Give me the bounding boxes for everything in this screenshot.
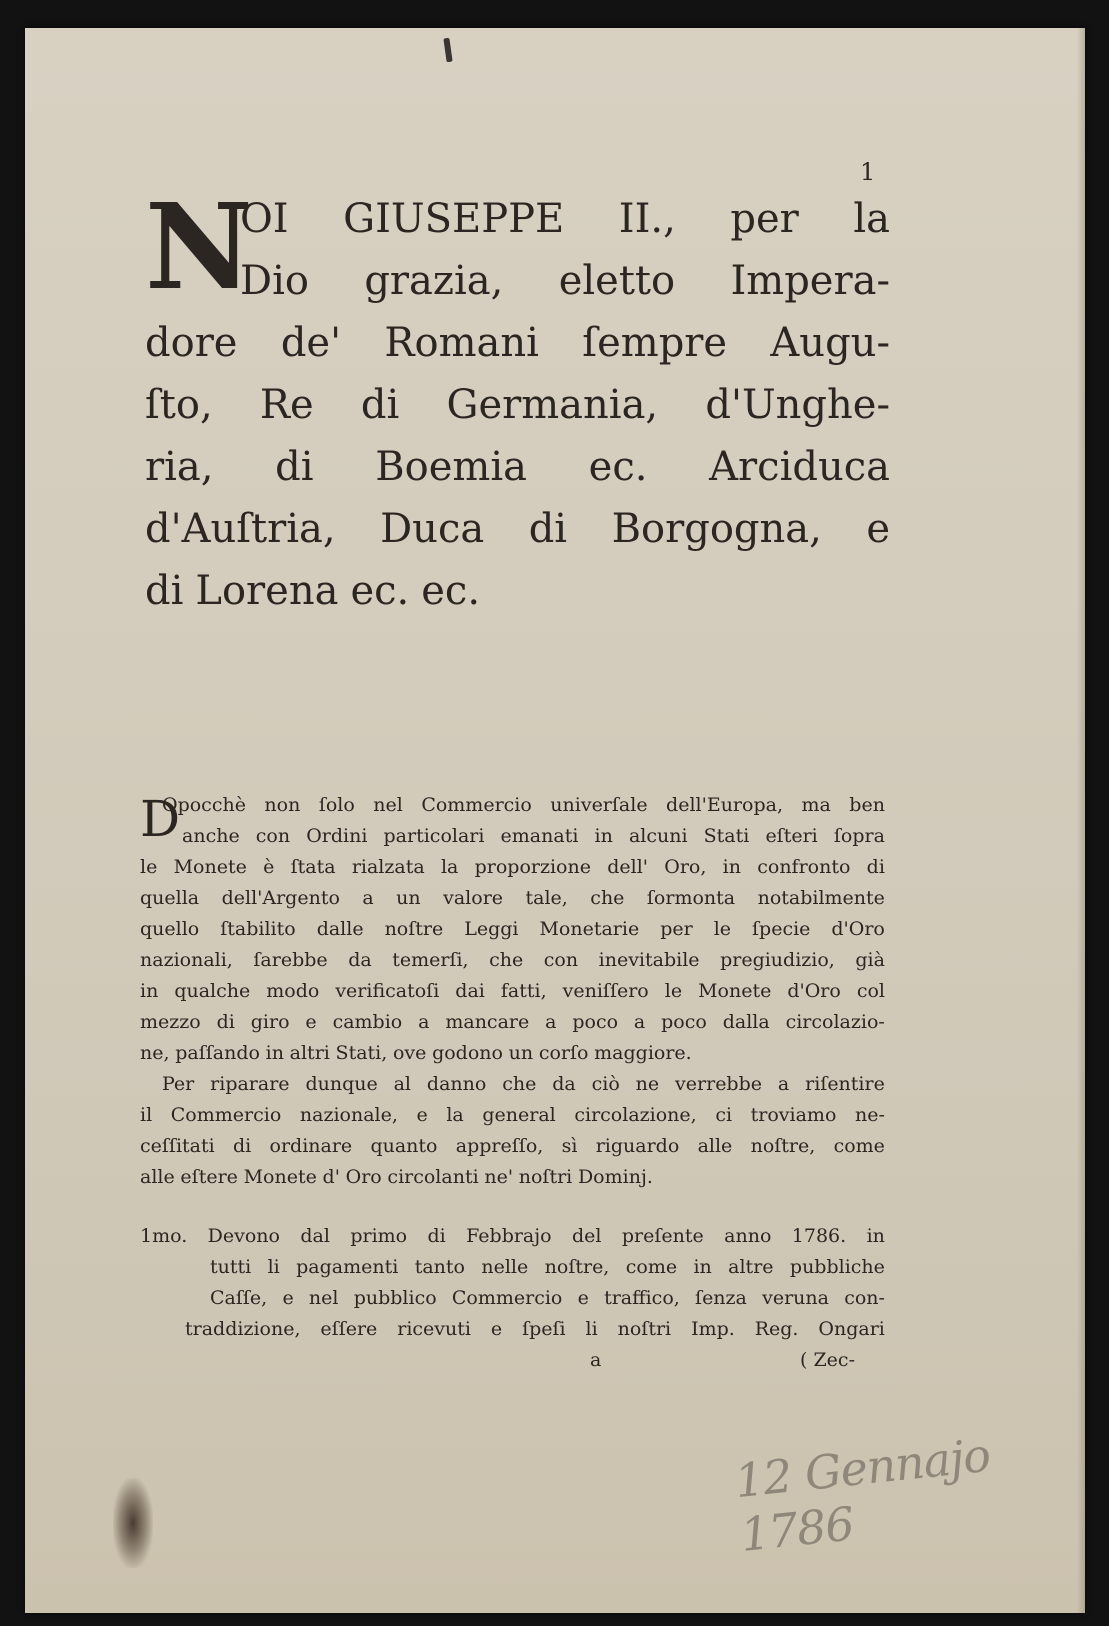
- word: la: [440, 856, 459, 878]
- heading-line: [145, 188, 890, 250]
- word: giro: [250, 1011, 290, 1033]
- word: proporzione: [474, 856, 591, 878]
- word: notabilmente: [757, 887, 885, 909]
- word: paſſando: [175, 1042, 260, 1064]
- word: Germania,: [446, 382, 659, 428]
- word: sì: [561, 1135, 578, 1157]
- word: Commercio: [170, 1104, 282, 1126]
- word: de': [280, 320, 342, 366]
- word: ſpeſi: [522, 1318, 566, 1340]
- word: GIUSEPPE: [343, 196, 565, 242]
- word: Oro: [345, 1166, 382, 1188]
- word: eletto: [558, 258, 676, 304]
- page-edge-shadow: [1077, 28, 1085, 1613]
- word: a: [362, 887, 374, 909]
- word: troviamo: [750, 1104, 837, 1126]
- word: Monete: [173, 856, 247, 878]
- word: primo: [350, 1225, 408, 1247]
- word: ria,: [145, 444, 214, 490]
- word: Romani: [384, 320, 539, 366]
- word: Boemia: [375, 444, 527, 490]
- word: mancare: [445, 1011, 530, 1033]
- word: Arciduca: [709, 444, 890, 490]
- word: quanto: [370, 1135, 438, 1157]
- word: emanati: [500, 825, 579, 847]
- word: con: [255, 825, 291, 847]
- word: con-: [844, 1287, 885, 1309]
- word: Borgogna,: [611, 506, 822, 552]
- word: tale,: [525, 887, 568, 909]
- word: Caſſe,: [210, 1287, 268, 1309]
- word: in: [722, 856, 741, 878]
- word: la: [446, 1104, 464, 1126]
- word: con: [543, 949, 579, 971]
- word: in: [693, 1256, 712, 1278]
- word: veruna: [762, 1287, 829, 1309]
- word: in: [140, 980, 159, 1002]
- word: Dominj.: [577, 1166, 653, 1188]
- word: valore: [443, 887, 504, 909]
- word: dalla: [722, 1011, 770, 1033]
- word: e: [577, 1287, 589, 1309]
- word: a: [777, 1073, 790, 1095]
- word: riſentire: [805, 1073, 885, 1095]
- word: ſtabilito: [220, 918, 296, 940]
- word: del: [572, 1225, 602, 1247]
- word: ſormonta: [646, 887, 736, 909]
- page-number: 1: [860, 158, 876, 186]
- word: noſtre,: [750, 1135, 816, 1157]
- word: dell': [607, 856, 649, 878]
- word: e: [866, 506, 890, 552]
- word: Stati: [703, 825, 750, 847]
- word: ſolo: [318, 794, 355, 816]
- word: Commercio: [451, 1287, 563, 1309]
- word: OI: [240, 196, 289, 242]
- word: alle: [140, 1166, 175, 1188]
- signature-mark: a: [590, 1349, 602, 1371]
- word: nelle: [481, 1256, 529, 1278]
- word: Ongari: [818, 1318, 885, 1340]
- body-drop-cap: D: [140, 790, 181, 848]
- word: ordinare: [269, 1135, 353, 1157]
- word: ne: [635, 1073, 660, 1095]
- word: al: [393, 1073, 412, 1095]
- word: 1786.: [791, 1225, 847, 1247]
- word: ſempre: [582, 320, 728, 366]
- word: li: [585, 1318, 598, 1340]
- word: grazia,: [364, 258, 504, 304]
- word: è: [263, 856, 275, 878]
- word: tanto: [414, 1256, 465, 1278]
- word: verificatoſi: [335, 980, 440, 1002]
- document-page: [25, 28, 1085, 1613]
- word: ove: [392, 1042, 427, 1064]
- heading-drop-cap: N: [145, 177, 253, 316]
- word: Reg.: [754, 1318, 799, 1340]
- word: ciò: [591, 1073, 620, 1095]
- word: ec.: [588, 444, 648, 490]
- word: qualche: [174, 980, 251, 1002]
- word: riguardo: [595, 1135, 680, 1157]
- word: tutti: [210, 1256, 252, 1278]
- word: a: [545, 1011, 557, 1033]
- word: di: [275, 444, 314, 490]
- word: nazionale,: [299, 1104, 398, 1126]
- body-line: [140, 1100, 885, 1131]
- word: ſarebbe: [253, 949, 328, 971]
- word: nel: [308, 1287, 339, 1309]
- heading-line: [145, 374, 890, 436]
- body-line: [140, 976, 885, 1007]
- word: quello: [140, 918, 200, 940]
- word: verrebbe: [675, 1073, 763, 1095]
- heading-line: [145, 250, 890, 312]
- word: a: [418, 1011, 430, 1033]
- word: eſſere: [320, 1318, 378, 1340]
- word: nazionali,: [140, 949, 233, 971]
- handwritten-date: 12 Gennajo 1786: [732, 1427, 993, 1562]
- word: le: [140, 856, 158, 878]
- word: dal: [300, 1225, 330, 1247]
- word: d'Oro: [787, 980, 841, 1002]
- heading-block: [145, 177, 890, 622]
- body-line: [140, 945, 885, 976]
- body-line: [140, 1131, 885, 1162]
- word: Monete: [698, 980, 772, 1002]
- word: alle: [697, 1135, 733, 1157]
- word: ec.: [421, 568, 481, 614]
- word: ne-: [855, 1104, 885, 1126]
- word: circolazione,: [574, 1104, 697, 1126]
- body-line: [140, 1069, 885, 1100]
- word: Monetarie: [539, 918, 640, 940]
- article-line: [140, 1314, 885, 1345]
- word: anche: [182, 825, 240, 847]
- word: veniſſero: [562, 980, 649, 1002]
- word: nel: [373, 794, 403, 816]
- word: Stati,: [335, 1042, 388, 1064]
- word: Febbrajo: [466, 1225, 552, 1247]
- word: appreſſo,: [455, 1135, 544, 1157]
- word: in: [594, 825, 613, 847]
- heading-line: [145, 312, 890, 374]
- footer-line: [140, 1345, 885, 1376]
- body-line: [140, 914, 885, 945]
- word: II.,: [618, 196, 676, 242]
- word: Duca: [380, 506, 485, 552]
- word: Opocchè: [162, 794, 246, 816]
- word: preſente: [621, 1225, 704, 1247]
- word: anno: [724, 1225, 772, 1247]
- heading-line: [145, 498, 890, 560]
- word: Per: [162, 1073, 195, 1095]
- word: ben: [849, 794, 885, 816]
- word: dai: [455, 980, 485, 1002]
- body-line: [140, 821, 885, 852]
- word: altre: [728, 1256, 774, 1278]
- word: di: [528, 506, 568, 552]
- word: univerſale: [550, 794, 648, 816]
- word: godono: [432, 1042, 503, 1064]
- body-line: [140, 790, 885, 821]
- word: Imp.: [691, 1318, 735, 1340]
- word: altri: [289, 1042, 330, 1064]
- word: il: [140, 1104, 153, 1126]
- word: dore: [145, 320, 238, 366]
- body-line: [140, 883, 885, 914]
- word: ſtata: [290, 856, 336, 878]
- word: corſo: [538, 1042, 589, 1064]
- word: col: [856, 980, 885, 1002]
- word: Dio: [240, 258, 309, 304]
- word: cambio: [332, 1011, 403, 1033]
- word: ma: [801, 794, 831, 816]
- word: confronto: [757, 856, 851, 878]
- word: non: [264, 794, 301, 816]
- word: ne,: [140, 1042, 170, 1064]
- word: riparare: [210, 1073, 290, 1095]
- word: particolari: [383, 825, 485, 847]
- word: un: [396, 887, 421, 909]
- ink-blot: [443, 38, 452, 63]
- word: da: [552, 1073, 576, 1095]
- word: dell'Argento: [221, 887, 340, 909]
- word: pagamenti: [296, 1256, 399, 1278]
- word: che: [590, 887, 625, 909]
- word: la: [853, 196, 890, 242]
- word: circolazio-: [785, 1011, 885, 1033]
- word: rialzata: [351, 856, 425, 878]
- word: Monete: [243, 1166, 317, 1188]
- body-line: [140, 1038, 885, 1069]
- body-line: [140, 1162, 885, 1193]
- word: Leggi: [464, 918, 519, 940]
- word: per: [660, 918, 693, 940]
- body-line: [140, 852, 885, 883]
- word: le: [664, 980, 683, 1002]
- word: d'Auſtria,: [145, 506, 336, 552]
- word: ne': [484, 1166, 514, 1188]
- word: temerſi,: [392, 949, 469, 971]
- word: pregiudizio,: [720, 949, 835, 971]
- article-line: [140, 1283, 885, 1314]
- word: di: [866, 856, 885, 878]
- heading-line: [145, 560, 890, 622]
- word: Devono: [207, 1225, 280, 1247]
- word: di: [232, 1135, 252, 1157]
- word: dell'Europa,: [666, 794, 783, 816]
- word: ec.: [350, 568, 410, 614]
- word: per: [730, 196, 799, 242]
- word: alcuni: [628, 825, 688, 847]
- word: che: [502, 1073, 537, 1095]
- word: inevitabile: [598, 949, 700, 971]
- word: dunque: [305, 1073, 378, 1095]
- word: noſtre: [384, 918, 444, 940]
- word: d'Oro: [831, 918, 885, 940]
- word: Ordini: [306, 825, 368, 847]
- word: circolanti: [387, 1166, 479, 1188]
- word: eſtere: [180, 1166, 238, 1188]
- word: maggiore.: [594, 1042, 692, 1064]
- word: come: [833, 1135, 885, 1157]
- paragraph-gap: [140, 1193, 885, 1221]
- word: poco: [661, 1011, 707, 1033]
- word: noſtre,: [544, 1256, 610, 1278]
- catchword: ( Zec-: [800, 1349, 855, 1371]
- word: quella: [140, 887, 200, 909]
- word: pubbliche: [789, 1256, 885, 1278]
- word: e: [490, 1318, 503, 1340]
- word: già: [855, 949, 885, 971]
- word: dalle: [316, 918, 364, 940]
- word: poco: [572, 1011, 619, 1033]
- word: general: [482, 1104, 556, 1126]
- word: eſteri: [765, 825, 818, 847]
- word: fatti,: [500, 980, 547, 1002]
- word: ſto,: [145, 382, 213, 428]
- word: ſopra: [833, 825, 885, 847]
- word: d': [322, 1166, 340, 1188]
- word: Oro,: [664, 856, 707, 878]
- article-line: [140, 1252, 885, 1283]
- word: un: [508, 1042, 534, 1064]
- word: a: [633, 1011, 646, 1033]
- word: ricevuti: [397, 1318, 471, 1340]
- word: noſtri: [518, 1166, 573, 1188]
- heading-line: [145, 436, 890, 498]
- word: di: [427, 1225, 446, 1247]
- word: ceſſitati: [140, 1135, 215, 1157]
- word: ſpecie: [752, 918, 811, 940]
- word: di: [145, 568, 184, 614]
- word: ci: [715, 1104, 733, 1126]
- word: come: [625, 1256, 678, 1278]
- body-line: [140, 1007, 885, 1038]
- word: Commercio: [421, 794, 532, 816]
- word: ſenza: [695, 1287, 747, 1309]
- word: Impera-: [730, 258, 890, 304]
- body-text: [140, 790, 885, 1376]
- word: di: [360, 382, 400, 428]
- word: e: [416, 1104, 428, 1126]
- word: mezzo: [140, 1011, 201, 1033]
- word: traddizione,: [185, 1318, 301, 1340]
- word: Re: [259, 382, 314, 428]
- word: traffico,: [604, 1287, 680, 1309]
- word: di: [216, 1011, 235, 1033]
- word: e: [282, 1287, 294, 1309]
- word: noſtri: [617, 1318, 672, 1340]
- word: modo: [266, 980, 320, 1002]
- word: danno: [426, 1073, 487, 1095]
- word: d'Unghe-: [705, 382, 890, 428]
- word: in: [866, 1225, 885, 1247]
- paper-stain: [113, 1478, 153, 1568]
- word: che: [489, 949, 524, 971]
- word: Augu-: [770, 320, 890, 366]
- word: e: [305, 1011, 317, 1033]
- word: pubblico: [353, 1287, 437, 1309]
- word: li: [267, 1256, 280, 1278]
- word: le: [713, 918, 732, 940]
- word: in: [265, 1042, 284, 1064]
- word: da: [348, 949, 372, 971]
- word: Lorena: [195, 568, 339, 614]
- article-line: [140, 1221, 885, 1252]
- word: 1mo.: [140, 1225, 188, 1247]
